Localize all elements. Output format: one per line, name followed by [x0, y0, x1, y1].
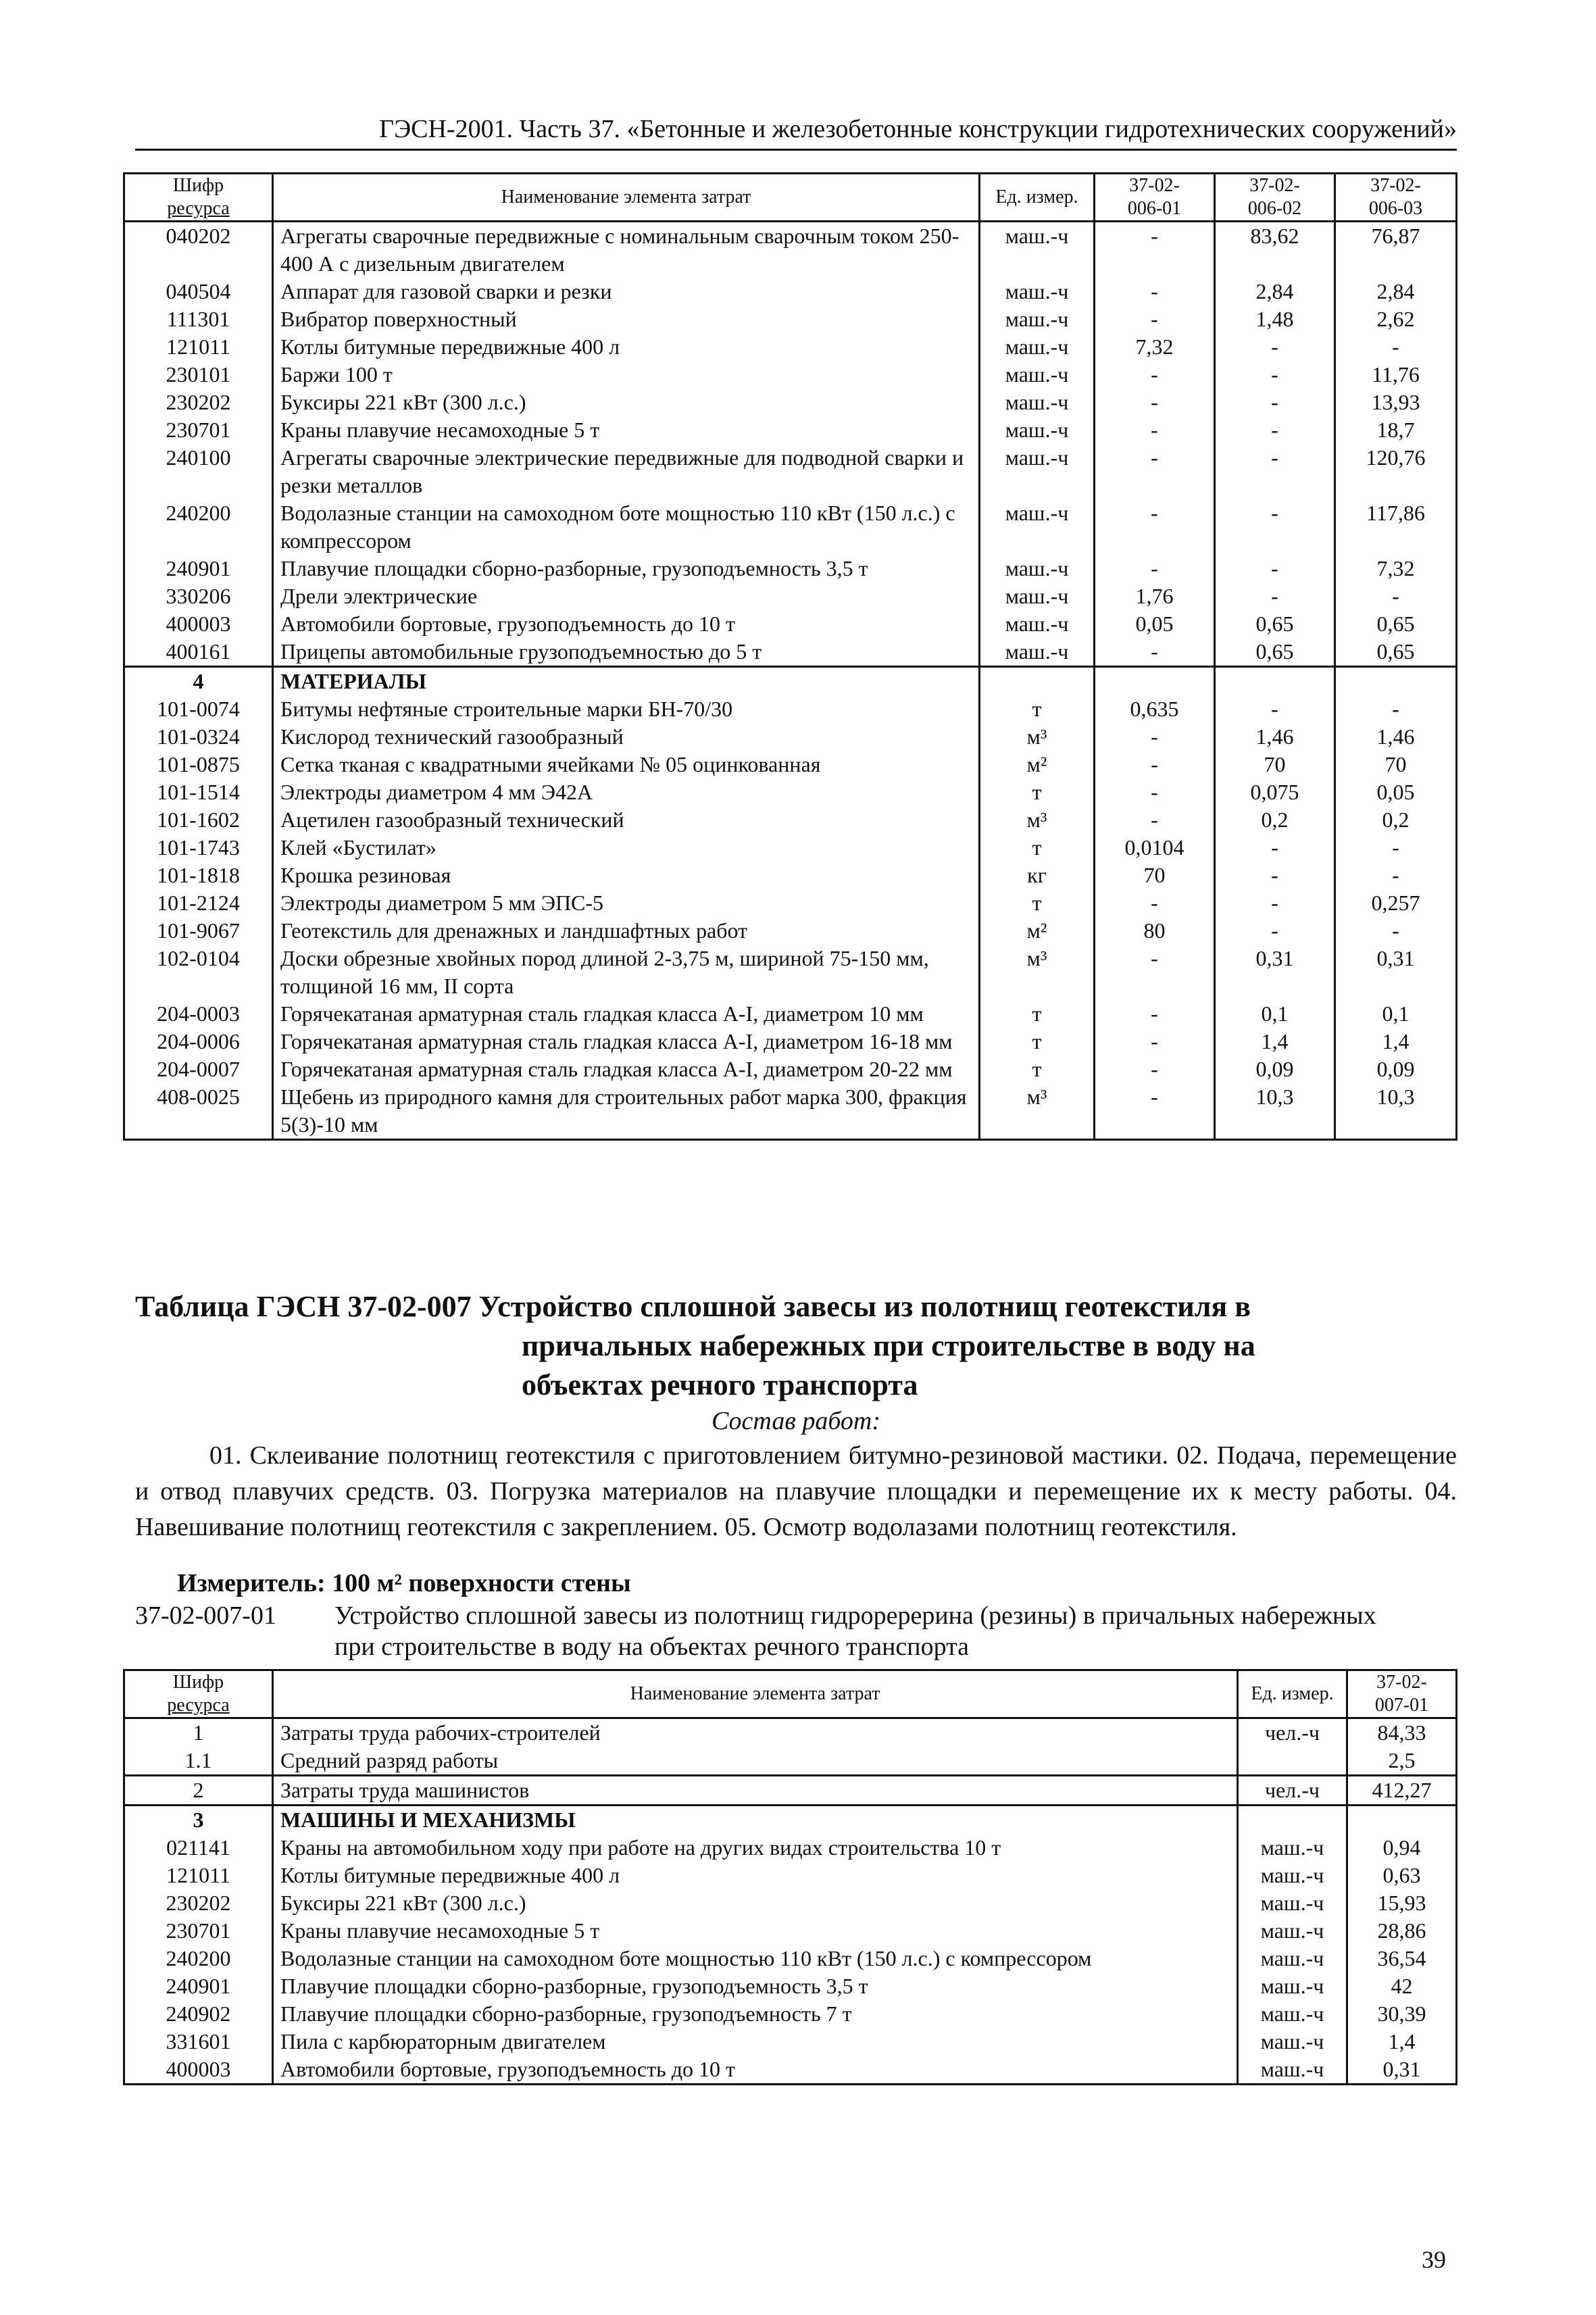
cell-007-01: 0,63: [1347, 1862, 1457, 1889]
cell-name: Котлы битумные передвижные 400 л: [273, 333, 980, 361]
cell-006-01: 80: [1095, 917, 1215, 945]
cell-name: Вибратор поверхностный: [273, 305, 980, 333]
cell-006-01: -: [1095, 751, 1215, 778]
section-title: [135, 1287, 1405, 1405]
composition-text: 01. Склеивание полотнищ геотекстиля с приготовлением битумно-резиновой мастики. 02. Подача, перемещение и отвод плавучих средств. 03. Погрузка материалов на плавучие площадки и перемещение их к месту работы. 04. Навешивание полотнищ геотекстиля с закреплением. 05. Осмотр водолазами полотнищ геотекстиля.: [135, 1441, 1457, 1541]
table-row: [124, 917, 1457, 945]
subtable-text: Устройство сплошной завесы из полотнищ гидроререрина (резины) в причальных набережных при строительстве в воду на объектах речного транспорта: [334, 1601, 1376, 1661]
cell-code: 040504: [124, 278, 273, 305]
table-row: [124, 555, 1457, 582]
cell-name: Плавучие площадки сборно-разборные, грузоподъемность 7 т: [273, 2000, 1238, 2028]
cell-code: 1: [124, 1718, 273, 1747]
table-row: [124, 945, 1457, 1000]
empty-cell: [1095, 667, 1215, 696]
cell-006-02: 83,62: [1215, 222, 1335, 278]
table-row: [124, 806, 1457, 834]
cell-006-01: 0,05: [1095, 610, 1215, 638]
cell-unit: маш.-ч: [980, 222, 1095, 278]
header-col-006-02: 37-02- 006-02: [1215, 174, 1335, 222]
cell-006-02: 0,1: [1215, 1000, 1335, 1028]
cell-name: Щебень из природного камня для строительных работ марка 300, фракция 5(3)-10 мм: [273, 1083, 980, 1140]
cell-006-03: -: [1335, 333, 1457, 361]
cell-name: Электроды диаметром 4 мм Э42А: [273, 778, 980, 806]
cell-name: Кислород технический газообразный: [273, 723, 980, 751]
cell-unit: м³: [980, 945, 1095, 1000]
cell-name: Агрегаты сварочные передвижные с номинальным сварочным током 250-400 А с дизельным двигателем: [273, 222, 980, 278]
cell-name: Баржи 100 т: [273, 361, 980, 389]
cell-unit: м³: [980, 1083, 1095, 1140]
section-title-line1: Таблица ГЭСН 37-02-007 Устройство сплошной завесы из полотнищ геотекстиля в: [135, 1290, 1251, 1323]
cell-006-03: -: [1335, 917, 1457, 945]
cell-unit: [1238, 1747, 1347, 1776]
cell-006-02: 0,075: [1215, 778, 1335, 806]
cell-code: 111301: [124, 305, 273, 333]
cell-code: 121011: [124, 333, 273, 361]
cell-006-01: -: [1095, 361, 1215, 389]
cell-code: 204-0007: [124, 1055, 273, 1083]
cell-code: 040202: [124, 222, 273, 278]
table-row: [124, 751, 1457, 778]
cell-code: 021141: [124, 1834, 273, 1862]
table-row: [124, 2000, 1457, 2028]
cell-unit: маш.-ч: [1238, 1889, 1347, 1917]
cell-unit: т: [980, 695, 1095, 723]
cell-006-01: -: [1095, 1000, 1215, 1028]
cell-name: Затраты труда машинистов: [273, 1776, 1238, 1806]
cell-006-02: -: [1215, 889, 1335, 917]
section-title: МАШИНЫ И МЕХАНИЗМЫ: [273, 1806, 1238, 1835]
cell-006-02: 0,31: [1215, 945, 1335, 1000]
table-row: [124, 1862, 1457, 1889]
cell-unit: т: [980, 834, 1095, 862]
cell-006-03: -: [1335, 834, 1457, 862]
cell-code: 101-1743: [124, 834, 273, 862]
cell-006-02: -: [1215, 444, 1335, 499]
cell-code: 240902: [124, 2000, 273, 2028]
cell-code: 230202: [124, 389, 273, 416]
empty-cell: [980, 667, 1095, 696]
cell-name: Битумы нефтяные строительные марки БН-70/30: [273, 695, 980, 723]
cell-unit: т: [980, 1000, 1095, 1028]
header-code: Шифр ресурса: [124, 174, 273, 222]
table-row: [124, 778, 1457, 806]
table-row: [124, 889, 1457, 917]
empty-cell: [1238, 1806, 1347, 1835]
cell-code: 121011: [124, 1862, 273, 1889]
cell-code: 230701: [124, 1917, 273, 1945]
cell-name: Затраты труда рабочих-строителей: [273, 1718, 1238, 1747]
cell-name: Агрегаты сварочные электрические передвижные для подводной сварки и резки металлов: [273, 444, 980, 499]
cell-unit: маш.-ч: [1238, 2028, 1347, 2056]
cell-006-01: -: [1095, 945, 1215, 1000]
section-row-materials: [124, 667, 1457, 696]
cell-unit: т: [980, 889, 1095, 917]
cell-unit: маш.-ч: [980, 333, 1095, 361]
header-name: Наименование элемента затрат: [273, 1670, 1238, 1718]
cell-006-03: -: [1335, 695, 1457, 723]
cell-unit: м³: [980, 723, 1095, 751]
cell-code: 101-0324: [124, 723, 273, 751]
table-header-row: [124, 174, 1457, 222]
cell-unit: т: [980, 1028, 1095, 1055]
cell-name: Водолазные станции на самоходном боте мощностью 110 кВт (150 л.с.) с компрессором: [273, 499, 980, 555]
section-title: МАТЕРИАЛЫ: [273, 667, 980, 696]
cell-006-03: 2,62: [1335, 305, 1457, 333]
cell-006-03: 0,65: [1335, 638, 1457, 667]
cell-name: Плавучие площадки сборно-разборные, грузоподъемность 3,5 т: [273, 555, 980, 582]
cell-006-02: -: [1215, 389, 1335, 416]
cell-unit: маш.-ч: [980, 610, 1095, 638]
cell-name: Доски обрезные хвойных пород длиной 2-3,75 м, шириной 75-150 мм, толщиной 16 мм, II сорта: [273, 945, 980, 1000]
cell-006-03: 18,7: [1335, 416, 1457, 444]
page-number: 39: [1422, 2246, 1446, 2273]
cell-code: 2: [124, 1776, 273, 1806]
cell-006-03: 0,1: [1335, 1000, 1457, 1028]
empty-cell: [1347, 1806, 1457, 1835]
cell-name: Пила с карбюраторным двигателем: [273, 2028, 1238, 2056]
cell-unit: маш.-ч: [1238, 1834, 1347, 1862]
cell-006-03: 0,65: [1335, 610, 1457, 638]
cell-unit: кг: [980, 862, 1095, 889]
cell-006-03: 11,76: [1335, 361, 1457, 389]
cell-006-02: 70: [1215, 751, 1335, 778]
cell-006-03: 0,05: [1335, 778, 1457, 806]
table-row: [124, 2056, 1457, 2085]
cell-006-01: -: [1095, 416, 1215, 444]
section-code: 4: [124, 667, 273, 696]
cell-unit: м³: [980, 806, 1095, 834]
resource-table-37-02-007: [123, 1669, 1457, 2085]
cell-code: 330206: [124, 582, 273, 610]
cell-unit: маш.-ч: [980, 361, 1095, 389]
cell-unit: маш.-ч: [1238, 1917, 1347, 1945]
cell-006-02: -: [1215, 333, 1335, 361]
cell-name: Сетка тканая с квадратными ячейками № 05 оцинкованная: [273, 751, 980, 778]
table-row: [124, 278, 1457, 305]
table-row: [124, 389, 1457, 416]
cell-006-01: -: [1095, 499, 1215, 555]
cell-006-02: -: [1215, 555, 1335, 582]
running-header: ГЭСН-2001. Часть 37. «Бетонные и железобетонные конструкции гидротехнических сооружений»: [135, 114, 1457, 151]
table-row: [124, 723, 1457, 751]
cell-006-02: -: [1215, 416, 1335, 444]
header-col-006-01: 37-02- 006-01: [1095, 174, 1215, 222]
cell-006-01: -: [1095, 889, 1215, 917]
cell-unit: маш.-ч: [980, 499, 1095, 555]
cell-006-03: 1,4: [1335, 1028, 1457, 1055]
measure-unit: Измеритель: 100 м² поверхности стены: [177, 1569, 631, 1597]
section-code: 3: [124, 1806, 273, 1835]
subtable-code: 37-02-007-01: [135, 1601, 276, 1630]
cell-006-02: 1,4: [1215, 1028, 1335, 1055]
cell-name: Котлы битумные передвижные 400 л: [273, 1862, 1238, 1889]
cell-006-03: 0,31: [1335, 945, 1457, 1000]
table-header-row: [124, 1670, 1457, 1718]
cell-code: 101-2124: [124, 889, 273, 917]
cell-code: 331601: [124, 2028, 273, 2056]
cell-unit: маш.-ч: [1238, 1945, 1347, 1972]
header-code: Шифр ресурса: [124, 1670, 273, 1718]
cell-006-03: -: [1335, 582, 1457, 610]
table-row: [124, 638, 1457, 667]
cell-007-01: 1,4: [1347, 2028, 1457, 2056]
cell-name: Аппарат для газовой сварки и резки: [273, 278, 980, 305]
cell-006-02: -: [1215, 361, 1335, 389]
cell-007-01: 42: [1347, 1972, 1457, 2000]
table-row: [124, 361, 1457, 389]
cell-name: Ацетилен газообразный технический: [273, 806, 980, 834]
cell-unit: маш.-ч: [980, 305, 1095, 333]
cell-006-01: -: [1095, 389, 1215, 416]
cell-006-01: -: [1095, 444, 1215, 499]
cell-code: 400003: [124, 2056, 273, 2085]
cell-006-02: 0,09: [1215, 1055, 1335, 1083]
cell-007-01: 2,5: [1347, 1747, 1457, 1776]
cell-unit: маш.-ч: [1238, 1972, 1347, 2000]
table-row: [124, 1747, 1457, 1776]
cell-006-02: 0,65: [1215, 638, 1335, 667]
cell-name: Водолазные станции на самоходном боте мощностью 110 кВт (150 л.с.) с компрессором: [273, 1945, 1238, 1972]
cell-name: Краны плавучие несамоходные 5 т: [273, 416, 980, 444]
cell-code: 240200: [124, 1945, 273, 1972]
table-row: [124, 1776, 1457, 1806]
cell-name: Краны на автомобильном ходу при работе на других видах строительства 10 т: [273, 1834, 1238, 1862]
table-row: [124, 1028, 1457, 1055]
cell-006-02: 1,48: [1215, 305, 1335, 333]
table-row: [124, 1000, 1457, 1028]
cell-code: 408-0025: [124, 1083, 273, 1140]
cell-006-01: -: [1095, 305, 1215, 333]
cell-006-01: -: [1095, 278, 1215, 305]
cell-unit: маш.-ч: [980, 555, 1095, 582]
cell-unit: чел.-ч: [1238, 1718, 1347, 1747]
cell-006-03: 13,93: [1335, 389, 1457, 416]
cell-unit: м²: [980, 751, 1095, 778]
table-row: [124, 305, 1457, 333]
cell-code: 240901: [124, 555, 273, 582]
cell-code: 101-0875: [124, 751, 273, 778]
cell-code: 101-1818: [124, 862, 273, 889]
table-row: [124, 1889, 1457, 1917]
empty-cell: [1215, 667, 1335, 696]
cell-code: 101-1514: [124, 778, 273, 806]
table-row: [124, 1083, 1457, 1140]
table-row: [124, 610, 1457, 638]
cell-name: Автомобили бортовые, грузоподъемность до 10 т: [273, 610, 980, 638]
composition-heading: Состав работ:: [711, 1407, 881, 1435]
header-col-007-01: 37-02- 007-01: [1347, 1670, 1457, 1718]
cell-name: Горячекатаная арматурная сталь гладкая класса А-I, диаметром 16-18 мм: [273, 1028, 980, 1055]
cell-006-03: -: [1335, 862, 1457, 889]
cell-name: Буксиры 221 кВт (300 л.с.): [273, 1889, 1238, 1917]
cell-code: 230101: [124, 361, 273, 389]
cell-name: Краны плавучие несамоходные 5 т: [273, 1917, 1238, 1945]
cell-name: Буксиры 221 кВт (300 л.с.): [273, 389, 980, 416]
cell-unit: т: [980, 778, 1095, 806]
cell-name: Горячекатаная арматурная сталь гладкая класса А-I, диаметром 20-22 мм: [273, 1055, 980, 1083]
cell-006-03: 120,76: [1335, 444, 1457, 499]
cell-unit: маш.-ч: [1238, 2056, 1347, 2085]
cell-unit: м²: [980, 917, 1095, 945]
cell-007-01: 28,86: [1347, 1917, 1457, 1945]
cell-code: 1.1: [124, 1747, 273, 1776]
cell-code: 230202: [124, 1889, 273, 1917]
cell-unit: маш.-ч: [980, 278, 1095, 305]
cell-006-01: -: [1095, 1083, 1215, 1140]
table-row: [124, 499, 1457, 555]
cell-007-01: 84,33: [1347, 1718, 1457, 1747]
table-row: [124, 695, 1457, 723]
cell-code: 400003: [124, 610, 273, 638]
cell-006-01: 0,0104: [1095, 834, 1215, 862]
cell-unit: маш.-ч: [980, 444, 1095, 499]
cell-006-03: 0,09: [1335, 1055, 1457, 1083]
cell-unit: маш.-ч: [1238, 1862, 1347, 1889]
cell-code: 102-0104: [124, 945, 273, 1000]
table-row: [124, 444, 1457, 499]
cell-unit: маш.-ч: [1238, 2000, 1347, 2028]
cell-006-03: 76,87: [1335, 222, 1457, 278]
cell-code: 204-0003: [124, 1000, 273, 1028]
cell-006-02: 0,65: [1215, 610, 1335, 638]
cell-007-01: 36,54: [1347, 1945, 1457, 1972]
table-row: [124, 1945, 1457, 1972]
cell-006-03: 2,84: [1335, 278, 1457, 305]
cell-006-03: 70: [1335, 751, 1457, 778]
cell-name: Дрели электрические: [273, 582, 980, 610]
table-row: [124, 1834, 1457, 1862]
cell-006-01: -: [1095, 638, 1215, 667]
cell-006-01: 70: [1095, 862, 1215, 889]
cell-name: Горячекатаная арматурная сталь гладкая класса А-I, диаметром 10 мм: [273, 1000, 980, 1028]
section-title-line3: объектах речного транспорта: [522, 1368, 918, 1401]
cell-code: 240100: [124, 444, 273, 499]
cell-006-02: -: [1215, 582, 1335, 610]
header-col-006-03: 37-02- 006-03: [1335, 174, 1457, 222]
cell-006-02: 1,46: [1215, 723, 1335, 751]
cell-006-03: 10,3: [1335, 1083, 1457, 1140]
cell-code: 101-0074: [124, 695, 273, 723]
cell-007-01: 15,93: [1347, 1889, 1457, 1917]
table-row: [124, 1055, 1457, 1083]
cell-006-03: 117,86: [1335, 499, 1457, 555]
cell-006-02: 2,84: [1215, 278, 1335, 305]
cell-006-02: -: [1215, 695, 1335, 723]
cell-unit: т: [980, 1055, 1095, 1083]
cell-007-01: 30,39: [1347, 2000, 1457, 2028]
table-row: [124, 222, 1457, 278]
cell-006-02: 0,2: [1215, 806, 1335, 834]
cell-007-01: 0,94: [1347, 1834, 1457, 1862]
header-unit: Ед. измер.: [1238, 1670, 1347, 1718]
cell-code: 204-0006: [124, 1028, 273, 1055]
cell-007-01: 412,27: [1347, 1776, 1457, 1806]
table-row: [124, 582, 1457, 610]
header-unit: Ед. измер.: [980, 174, 1095, 222]
cell-code: 101-1602: [124, 806, 273, 834]
cell-name: Плавучие площадки сборно-разборные, грузоподъемность 3,5 т: [273, 1972, 1238, 2000]
cell-006-01: 7,32: [1095, 333, 1215, 361]
cell-006-02: -: [1215, 499, 1335, 555]
cell-007-01: 0,31: [1347, 2056, 1457, 2085]
cell-006-01: -: [1095, 1028, 1215, 1055]
cell-006-03: 7,32: [1335, 555, 1457, 582]
cell-006-01: -: [1095, 806, 1215, 834]
cell-code: 240901: [124, 1972, 273, 2000]
table-row: [124, 1718, 1457, 1747]
cell-name: Крошка резиновая: [273, 862, 980, 889]
section-row-machines: [124, 1806, 1457, 1835]
empty-cell: [1335, 667, 1457, 696]
cell-unit: маш.-ч: [980, 638, 1095, 667]
cell-006-01: 0,635: [1095, 695, 1215, 723]
resource-table-37-02-006: [123, 172, 1457, 1141]
cell-code: 400161: [124, 638, 273, 667]
cell-006-01: -: [1095, 555, 1215, 582]
cell-006-02: -: [1215, 917, 1335, 945]
cell-name: Клей «Бустилат»: [273, 834, 980, 862]
cell-name: Геотекстиль для дренажных и ландшафтных работ: [273, 917, 980, 945]
cell-006-02: 10,3: [1215, 1083, 1335, 1140]
cell-006-01: -: [1095, 222, 1215, 278]
cell-006-02: -: [1215, 834, 1335, 862]
cell-006-01: -: [1095, 723, 1215, 751]
cell-name: Электроды диаметром 5 мм ЭПС-5: [273, 889, 980, 917]
cell-006-02: -: [1215, 862, 1335, 889]
cell-006-03: 1,46: [1335, 723, 1457, 751]
cell-name: Прицепы автомобильные грузоподъемностью до 5 т: [273, 638, 980, 667]
cell-006-01: 1,76: [1095, 582, 1215, 610]
table-row: [124, 416, 1457, 444]
cell-name: Средний разряд работы: [273, 1747, 1238, 1776]
table-row: [124, 834, 1457, 862]
cell-code: 240200: [124, 499, 273, 555]
cell-unit: маш.-ч: [980, 389, 1095, 416]
cell-006-01: -: [1095, 778, 1215, 806]
cell-unit: маш.-ч: [980, 582, 1095, 610]
cell-006-03: 0,257: [1335, 889, 1457, 917]
cell-unit: чел.-ч: [1238, 1776, 1347, 1806]
header-name: Наименование элемента затрат: [273, 174, 980, 222]
cell-006-03: 0,2: [1335, 806, 1457, 834]
table-row: [124, 333, 1457, 361]
cell-unit: маш.-ч: [980, 416, 1095, 444]
cell-code: 230701: [124, 416, 273, 444]
cell-code: 101-9067: [124, 917, 273, 945]
table-row: [124, 2028, 1457, 2056]
cell-006-01: -: [1095, 1055, 1215, 1083]
table-row: [124, 1917, 1457, 1945]
table-row: [124, 1972, 1457, 2000]
section-title-line2: причальных набережных при строительстве в воду на: [522, 1329, 1255, 1362]
table-row: [124, 862, 1457, 889]
cell-name: Автомобили бортовые, грузоподъемность до 10 т: [273, 2056, 1238, 2085]
